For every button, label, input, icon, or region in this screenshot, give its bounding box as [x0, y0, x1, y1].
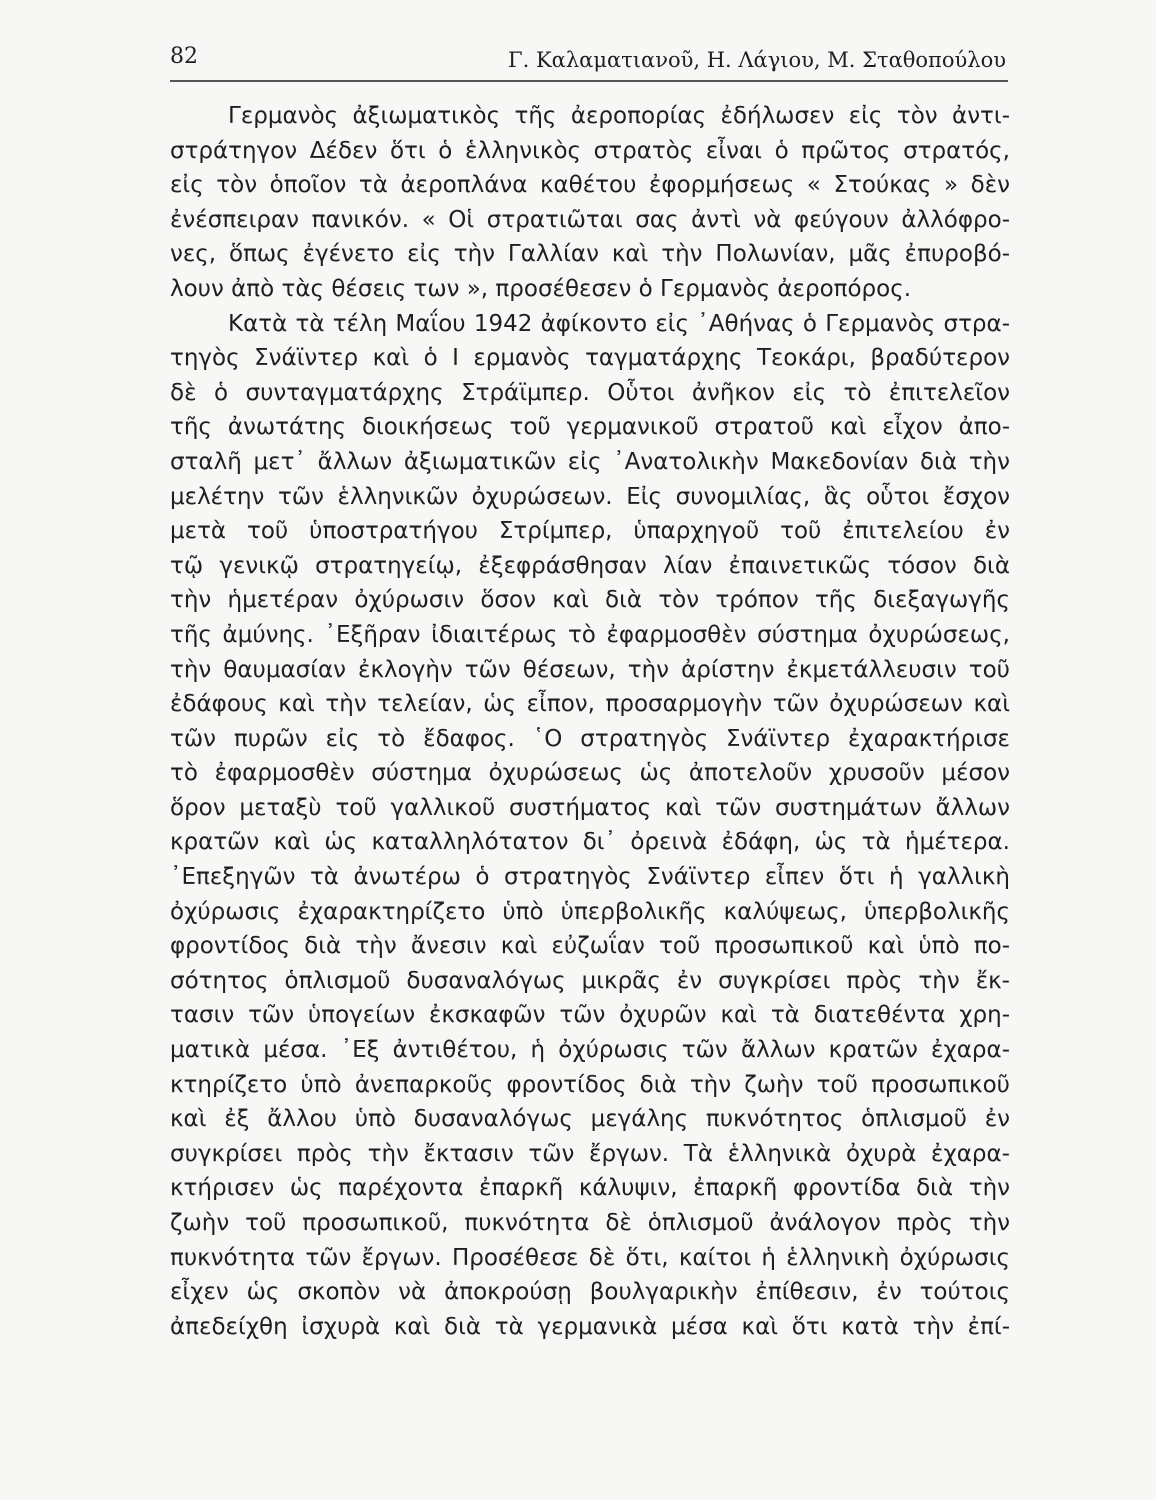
- text-line: μελέτην τῶν ἑλληνικῶν ὀχυρώσεων. Εἰς συνομιλίας, ἃς οὗτοι ἔσχον: [170, 483, 1010, 510]
- text-line: ᾿Επεξηγῶν τὰ ἀνωτέρω ὁ στρατηγὸς Σνάϊντερ εἶπεν ὅτι ἡ γαλλικὴ: [170, 864, 1010, 891]
- text-line: ἐνέσπειραν πανικόν. « Οἱ στρατιῶται σας ἀντὶ νὰ φεύγουν ἀλλόφρο-: [170, 206, 1010, 233]
- running-head: Γ. Καλαματιανοῦ, Η. Λάγιου, Μ. Σταθοπούλου: [508, 48, 1006, 72]
- text-line: πυκνότητα τῶν ἔργων. Προσέθεσε δὲ ὅτι, καίτοι ἡ ἑλληνικὴ ὀχύρωσις: [170, 1244, 1010, 1271]
- text-line: εἰς τὸν ὁποῖον τὰ ἀεροπλάνα καθέτου ἐφορμήσεως « Στούκας » δὲν: [170, 172, 1010, 199]
- text-line: τηγὸς Σνάϊντερ καὶ ὁ Ι ερμανὸς ταγματάρχης Τεοκάρι, βραδύτερον: [170, 345, 1010, 372]
- text-line: δὲ ὁ συνταγματάρχης Στράϊμπερ. Οὗτοι ἀνῆκον εἰς τὸ ἐπιτελεῖον: [170, 379, 1010, 406]
- body-text: [170, 99, 1010, 1344]
- text-line: τὸ ἐφαρμοσθὲν σύστημα ὀχυρώσεως ὡς ἀποτελοῦν χρυσοῦν μέσον: [170, 760, 1010, 787]
- text-line: καὶ ἐξ ἄλλου ὑπὸ δυσαναλόγως μεγάλης πυκνότητος ὁπλισμοῦ ἐν: [170, 1106, 1010, 1133]
- text-line: ἀπεδείχθη ἰσχυρὰ καὶ διὰ τὰ γερμανικὰ μέσα καὶ ὅτι κατὰ τὴν ἐπί-: [170, 1313, 1010, 1340]
- text-line: κτήρισεν ὡς παρέχοντα ἐπαρκῆ κάλυψιν, ἐπαρκῆ φροντίδα διὰ τὴν: [170, 1175, 1010, 1202]
- text-line: κτηρίζετο ὑπὸ ἀνεπαρκοῦς φροντίδος διὰ τὴν ζωὴν τοῦ προσωπικοῦ: [170, 1071, 1010, 1098]
- text-line: τασιν τῶν ὑπογείων ἐκσκαφῶν τῶν ὀχυρῶν καὶ τὰ διατεθέντα χρη-: [170, 1002, 1010, 1029]
- text-line: νες, ὅπως ἐγένετο εἰς τὴν Γαλλίαν καὶ τὴν Πολωνίαν, μᾶς ἐπυροβό-: [170, 241, 1010, 268]
- text-line: Κατὰ τὰ τέλη Μαΐου 1942 ἀφίκοντο εἰς ᾿Αθήνας ὁ Γερμανὸς στρα-: [228, 310, 1010, 337]
- text-line: λουν ἀπὸ τὰς θέσεις των », προσέθεσεν ὁ Γερμανὸς ἀεροπόρος.: [170, 275, 912, 302]
- text-line: ἐδάφους καὶ τὴν τελείαν, ὡς εἶπον, προσαρμογὴν τῶν ὀχυρώσεων καὶ: [170, 691, 1010, 718]
- text-line: συγκρίσει πρὸς τὴν ἔκτασιν τῶν ἔργων. Τὰ ἑλληνικὰ ὀχυρὰ ἐχαρα-: [170, 1140, 1010, 1167]
- text-line: τῆς ἀμύνης. ᾿Εξῆραν ἰδιαιτέρως τὸ ἐφαρμοσθὲν σύστημα ὀχυρώσεως,: [170, 621, 1010, 648]
- text-line: ματικὰ μέσα. ᾿Εξ ἀντιθέτου, ἡ ὀχύρωσις τῶν ἄλλων κρατῶν ἐχαρα-: [170, 1037, 1010, 1064]
- text-line: μετὰ τοῦ ὑποστρατήγου Στρίμπερ, ὑπαρχηγοῦ τοῦ ἐπιτελείου ἐν: [170, 518, 1010, 545]
- text-line: ζωὴν τοῦ προσωπικοῦ, πυκνότητα δὲ ὁπλισμοῦ ἀνάλογον πρὸς τὴν: [170, 1210, 1010, 1236]
- text-line: σταλῆ μετ᾿ ἄλλων ἀξιωματικῶν εἰς ᾿Ανατολικὴν Μακεδονίαν διὰ τὴν: [170, 448, 1010, 475]
- text-line: ὀχύρωσις ἐχαρακτηρίζετο ὑπὸ ὑπερβολικῆς καλύψεως, ὑπερβολικῆς: [170, 898, 1010, 925]
- header-rule: [170, 80, 1008, 82]
- text-line: τὴν θαυμασίαν ἐκλογὴν τῶν θέσεων, τὴν ἀρίστην ἐκμετάλλευσιν τοῦ: [170, 656, 1010, 683]
- text-line: εἶχεν ὡς σκοπὸν νὰ ἀποκρούσῃ βουλγαρικὴν ἐπίθεσιν, ἐν τούτοις: [170, 1279, 1010, 1306]
- text-line: τῷ γενικῷ στρατηγείῳ, ἐξεφράσθησαν λίαν ἐπαινετικῶς τόσον διὰ: [170, 552, 1010, 579]
- text-line: φροντίδος διὰ τὴν ἄνεσιν καὶ εὐζωΐαν τοῦ προσωπικοῦ καὶ ὑπὸ πο-: [170, 933, 1010, 960]
- text-line: στράτηγον Δέδεν ὅτι ὁ ἑλληνικὸς στρατὸς εἶναι ὁ πρῶτος στρατός,: [170, 137, 1010, 164]
- page-number: 82: [170, 44, 198, 69]
- text-line: τῶν πυρῶν εἰς τὸ ἔδαφος. ῾Ο στρατηγὸς Σνάϊντερ ἐχαρακτήρισε: [170, 725, 1010, 752]
- text-line: τὴν ἡμετέραν ὀχύρωσιν ὅσον καὶ διὰ τὸν τρόπον τῆς διεξαγωγῆς: [170, 587, 1010, 614]
- text-line: σότητος ὁπλισμοῦ δυσαναλόγως μικρᾶς ἐν συγκρίσει πρὸς τὴν ἔκ-: [170, 967, 1010, 994]
- text-line: ὅρον μεταξὺ τοῦ γαλλικοῦ συστήματος καὶ τῶν συστημάτων ἄλλων: [170, 794, 1010, 821]
- page-header: [170, 40, 1006, 80]
- text-line: κρατῶν καὶ ὡς καταλληλότατον δι᾿ ὀρεινὰ ἐδάφη, ὡς τὰ ἡμέτερα.: [170, 829, 1010, 856]
- text-line: Γερμανὸς ἀξιωματικὸς τῆς ἀεροπορίας ἐδήλωσεν εἰς τὸν ἀντι-: [228, 103, 1010, 129]
- text-line: τῆς ἀνωτάτης διοικήσεως τοῦ γερμανικοῦ στρατοῦ καὶ εἶχον ἀπο-: [170, 414, 1010, 441]
